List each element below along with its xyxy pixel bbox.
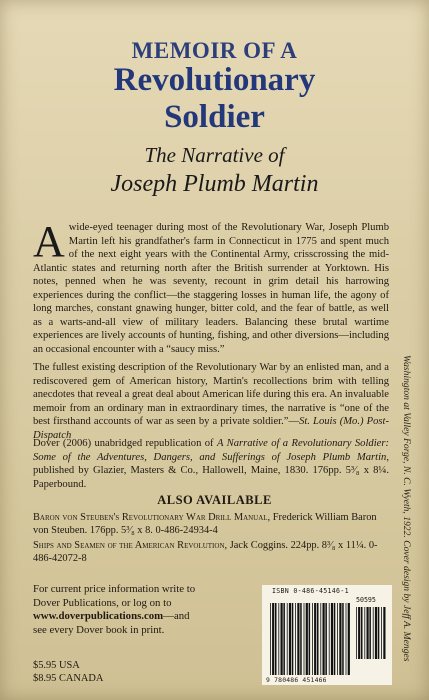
dover-url-link[interactable]: www.doverpublications.com (33, 610, 164, 622)
description-paragraph-2 (33, 361, 389, 442)
also-item-details: Jack Coggins. 224pp. 8³⁄₈ x 11¼. 0-486-42072-8 (33, 540, 378, 564)
price-block (33, 660, 103, 685)
quote-source: St. Louis (Mo.) Post-Dispatch (33, 416, 389, 441)
drop-cap: A (33, 217, 65, 266)
cover-credit-text: Washington at Valley Forge, N. C. Wyeth, 1922. Cover design by Jeff A. Menges (401, 355, 412, 662)
ean-digits: 9 780486 451466 (266, 676, 327, 684)
publication-note (33, 437, 389, 491)
dover-info-line: For current price information write to (33, 583, 196, 595)
also-item-details: Frederick William Baron von Steuben. 176pp. 5³⁄₈ x 8. 0-486-24934-4 (33, 512, 377, 536)
publication-note-suffix: , published by Glazier, Masters & Co., Hallowell, Maine, 1830. 176pp. 5³⁄₈ x 8¼. Paperbound. (33, 451, 389, 490)
also-available-item (33, 511, 393, 537)
dover-info-line: Dover Publications, or log on to (33, 596, 172, 609)
also-item-title: Baron von Steuben's Revolutionary War Drill Manual, (33, 512, 271, 523)
paragraph-2-text: The fullest existing description of the Revolutionary War by an enlisted man, and a rediscovered gem of American history, Martin's recollections brim with telling anecdotes that reveal a great deal about American life during this era. An invaluable memoir from an ordinary man in extraordinary times, the narrative is “one of the best firsthand accounts of war as seen by a private soldier.”— (33, 362, 389, 427)
original-title: A Narrative of a Revolutionary Soldier: Some of the Adventures, Dangers, and Sufferings of Joseph Plumb Martin (33, 438, 389, 463)
also-available-heading: ALSO AVAILABLE (157, 493, 272, 507)
isbn-label: ISBN 0-486-45146-1 (272, 587, 349, 595)
subtitle-line-1: The Narrative of (144, 143, 285, 167)
title-line-1: MEMOIR OF A (131, 38, 298, 63)
price-canada: $8.95 CANADA (33, 672, 104, 684)
also-item-title: Ships and Seamen of the American Revolution, (33, 540, 228, 551)
dover-info (33, 583, 233, 637)
dover-info-line: see every Dover book in print. (33, 623, 165, 636)
price-code: 50595 (356, 596, 376, 604)
paragraph-1-text: wide-eyed teenager during most of the Revolutionary War, Joseph Plumb Martin left his grandfather's farm in Connecticut in 1775 and spent much of the next eight years with the Continental Army, crisscrossing the mid-Atlantic states and returning north after the British surrender at Yorktown. His notes, penned when he was seventy, recount in grim detail his harrowing experiences during the conflict—the staggering losses in human life, the agony of long marches, constant gnawing hunger, bitter cold, and the fear of battle, as well as a warts-and-all view of military leaders. Balancing these brutal wartime experiences are lively accounts of hunting, fishing, and other diversions—including an occasional encounter with a “saucy miss.” (33, 222, 389, 355)
description-paragraph-1 (33, 217, 389, 356)
title-line-2: Revolutionary (113, 62, 316, 98)
price-usa: $5.95 USA (33, 660, 80, 671)
publication-note-prefix: Dover (2006) unabridged republication of (33, 438, 217, 449)
subtitle-line-2: Joseph Plumb Martin (110, 171, 319, 197)
dover-info-line: —and (163, 610, 190, 622)
title-line-3: Soldier (164, 99, 265, 135)
also-available-item (33, 539, 393, 565)
